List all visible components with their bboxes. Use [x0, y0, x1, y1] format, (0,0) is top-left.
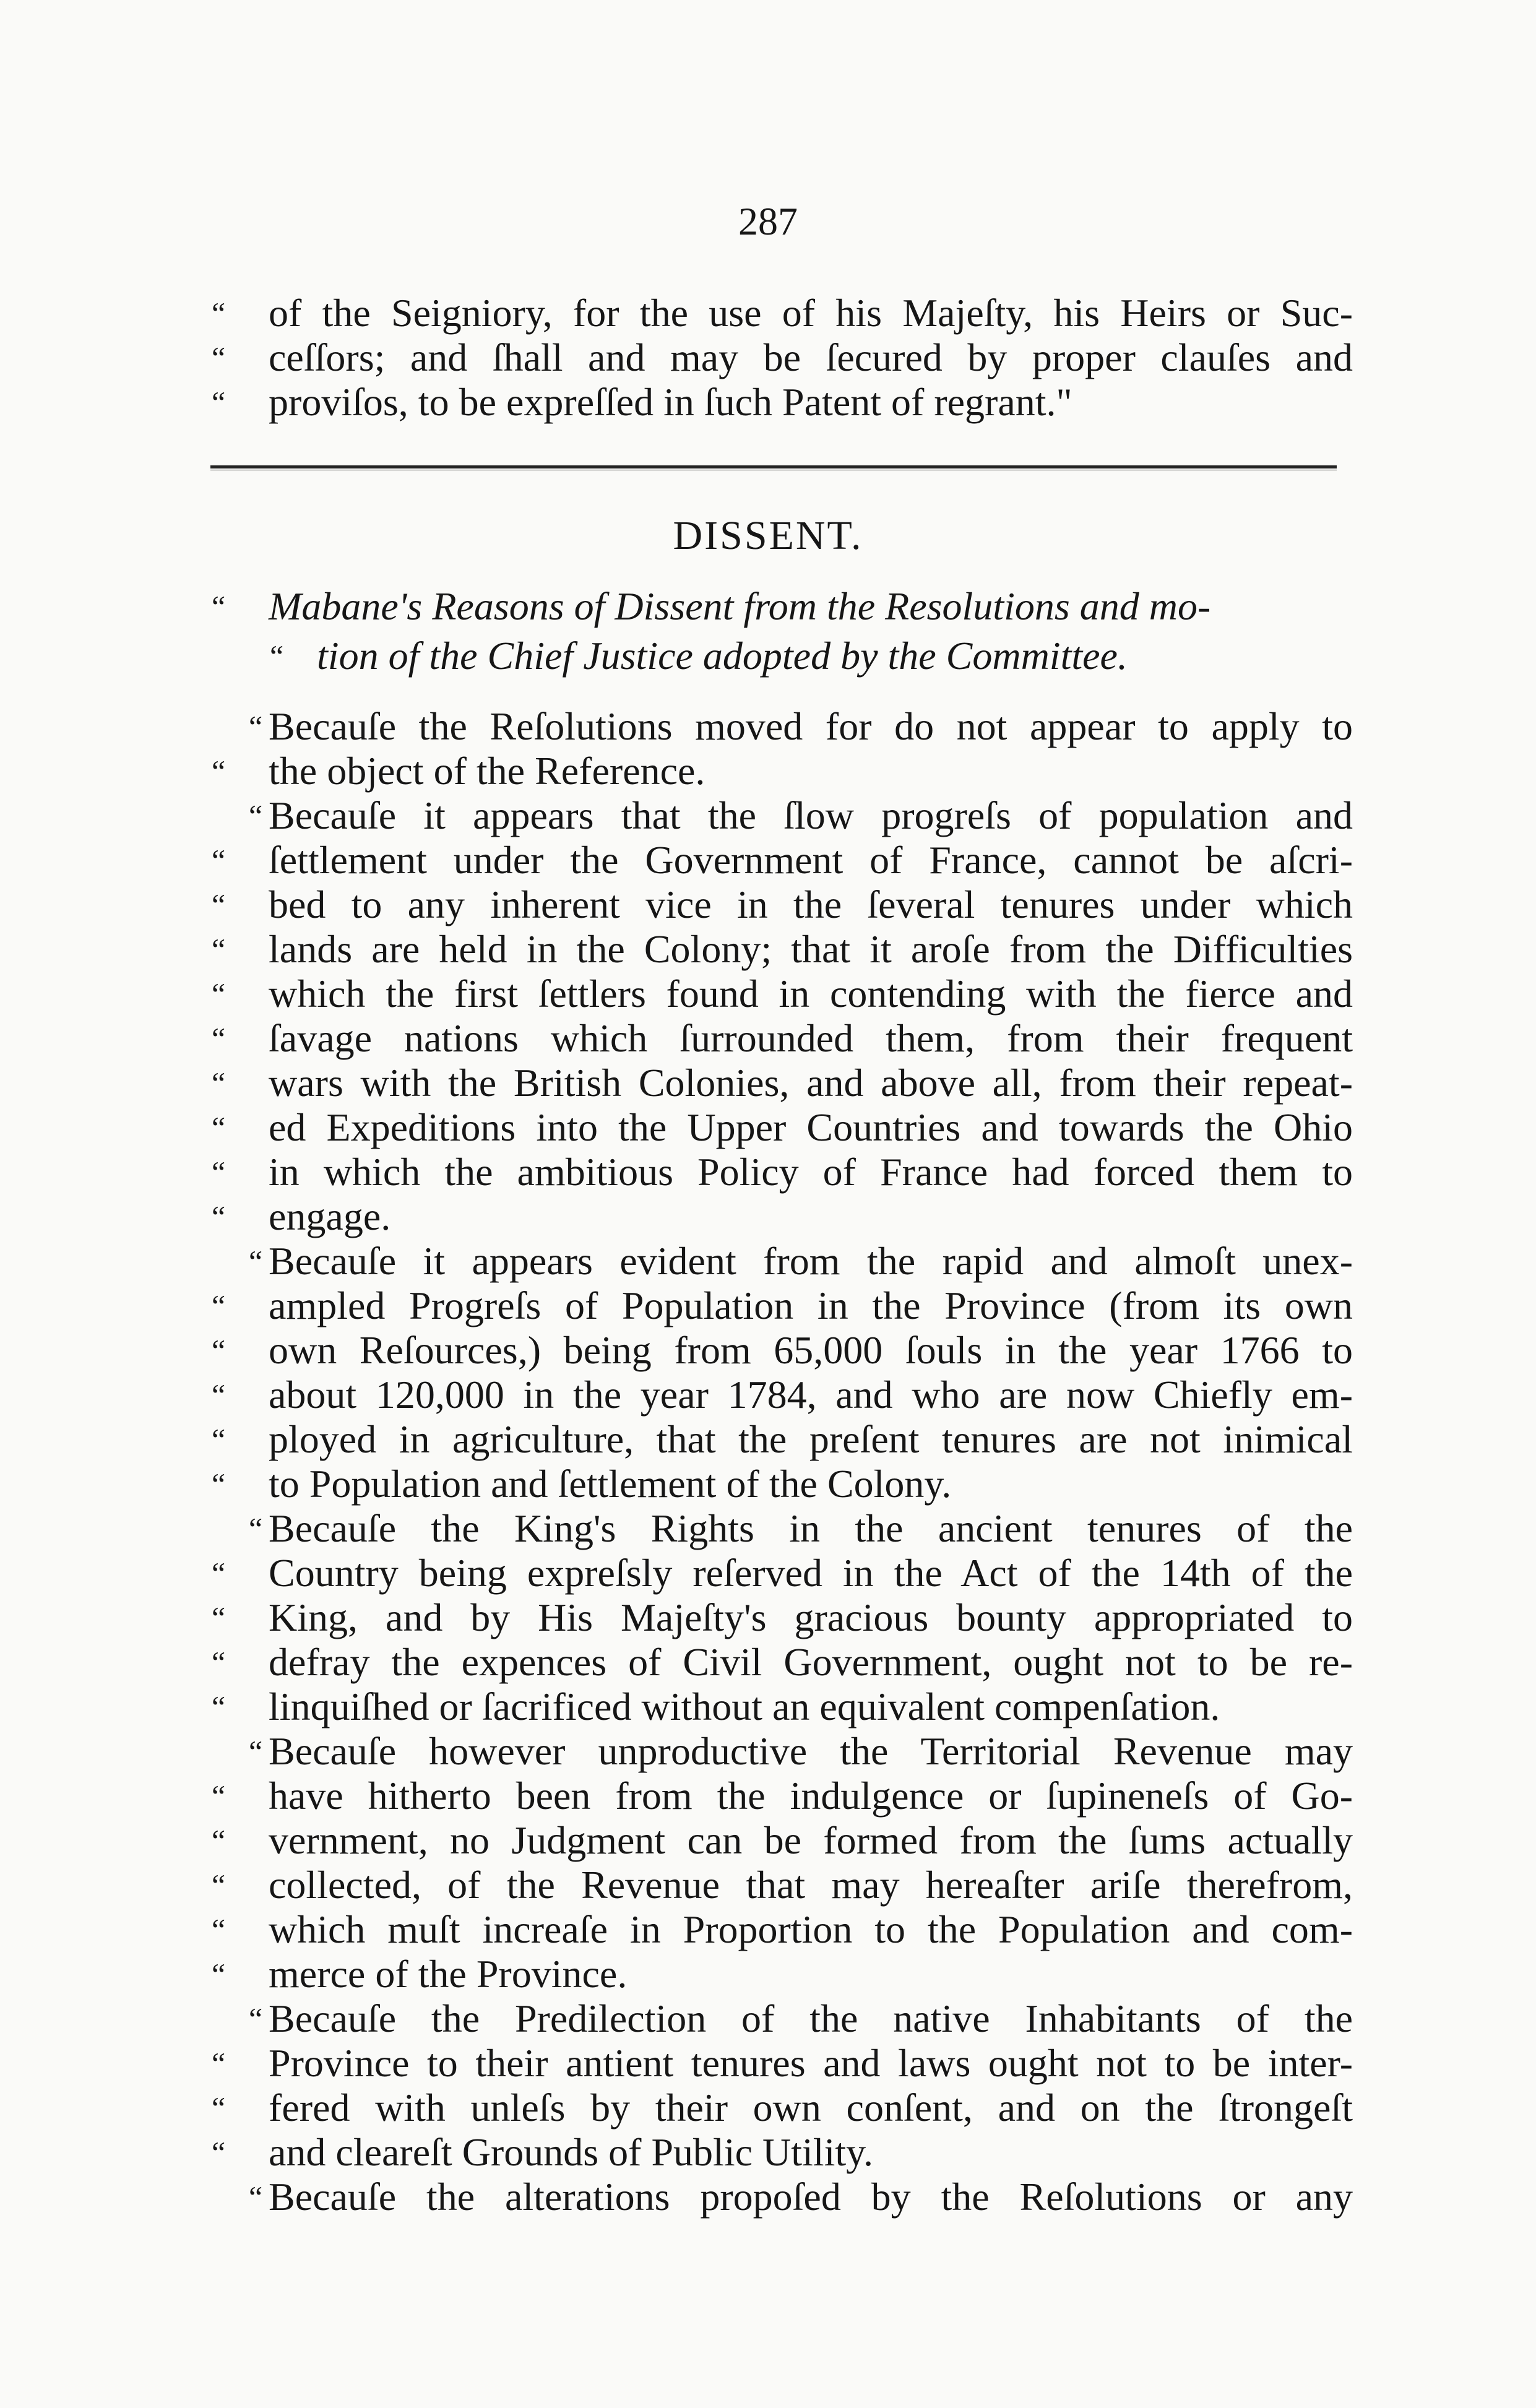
body-line: “ Becauſe the alterations propoſed by the Reſolutions or any — [249, 2175, 1353, 2219]
quote-mark: “ — [212, 1868, 226, 1902]
body-line: “ own Reſources,) being from 65,000 ſouls in the year 1766 to — [212, 1328, 1353, 1372]
quote-mark: “ — [249, 1734, 263, 1769]
quote-mark: “ — [212, 1066, 226, 1100]
quote-mark: “ — [212, 1912, 226, 1947]
body-line: “ about 120,000 in the year 1784, and who are now Chiefly em- — [212, 1373, 1353, 1417]
body-line: “ Becauſe it appears evident from the rapid and almoſt unex- — [249, 1239, 1353, 1283]
body-line: “ Becauſe the King's Rights in the ancient tenures of the — [249, 1506, 1353, 1550]
quote-mark: “ — [212, 1467, 226, 1501]
quote-mark: “ — [212, 1378, 226, 1412]
quote-mark: “ — [212, 1333, 226, 1368]
dissent-title — [202, 582, 1353, 681]
quote-mark: “ — [212, 385, 226, 420]
quote-mark: “ — [249, 1244, 263, 1279]
body-line: “ lands are held in the Colony; that it aroſe from the Difficulties — [212, 927, 1353, 971]
body-line: “ collected, of the Revenue that may hereaſter ariſe therefrom, — [212, 1863, 1353, 1907]
quote-mark: “ — [212, 754, 226, 788]
body-line: “ Province to their antient tenures and laws ought not to be inter- — [212, 2041, 1353, 2085]
body-line: “ ſavage nations which ſurrounded them, from their frequent — [212, 1016, 1353, 1060]
quote-mark: “ — [212, 589, 226, 624]
intro-line: “ proviſos, to be expreſſed in ſuch Patent of regrant." — [212, 380, 1072, 424]
quote-mark: “ — [212, 2046, 226, 2081]
quote-mark: “ — [212, 1021, 226, 1056]
body-line: “ linquiſhed or ſacrificed without an equivalent compenſation. — [212, 1685, 1220, 1728]
body-line: “ vernment, no Judgment can be formed from the ſums actually — [212, 1818, 1353, 1862]
body-line: “ engage. — [212, 1194, 391, 1238]
quote-mark: “ — [212, 1779, 226, 1813]
quote-mark: “ — [249, 709, 263, 744]
body-line: “ Country being expreſsly reſerved in the Act of the 14th of the — [212, 1551, 1353, 1595]
quote-mark: “ — [212, 932, 226, 967]
quote-mark: “ — [212, 1422, 226, 1457]
body-line: “ Becauſe however unproductive the Territorial Revenue may — [249, 1729, 1353, 1773]
quote-mark: “ — [212, 1823, 226, 1858]
quote-mark: “ — [249, 798, 263, 833]
body-line: “ ampled Progreſs of Population in the Province (from its own — [212, 1284, 1353, 1327]
body-line: “ King, and by His Majeſty's gracious bounty appropriated to — [212, 1595, 1353, 1639]
body-line: “ to Population and ſettlement of the Colony. — [212, 1462, 952, 1506]
quote-mark: “ — [212, 1155, 226, 1189]
quote-mark: “ — [212, 296, 226, 330]
page-number: 287 — [738, 199, 798, 243]
quote-mark: “ — [249, 1511, 263, 1546]
quote-mark: “ — [212, 2091, 226, 2125]
title-line: “ Mabane's Reasons of Dissent from the Resolutions and mo- — [202, 582, 1353, 631]
body-line: “ fered with unleſs by their own conſent, and on the ſtrongeſt — [212, 2086, 1353, 2130]
quote-mark: “ — [249, 2001, 263, 2036]
body-line: “ which muſt increaſe in Proportion to the Population and com- — [212, 1907, 1353, 1951]
intro-paragraph — [202, 291, 1353, 425]
body-line: “ defray the expences of Civil Government, ought not to be re- — [212, 1640, 1353, 1684]
section-divider — [210, 465, 1337, 470]
intro-line: “ of the Seigniory, for the use of his Majeſty, his Heirs or Suc- — [212, 291, 1353, 335]
body-line: “ which the first ſettlers found in contending with the fierce and — [212, 972, 1353, 1016]
body-line: “ the object of the Reference. — [212, 749, 705, 793]
body-line: “ Becauſe the Predilection of the native Inhabitants of the — [249, 1996, 1353, 2040]
quote-mark: “ — [212, 887, 226, 922]
quote-mark: “ — [212, 1600, 226, 1635]
body-line: “ have hitherto been from the indulgence or ſupineneſs of Go- — [212, 1774, 1353, 1818]
body-line: “ Becauſe it appears that the ſlow progreſs of population and — [249, 793, 1353, 837]
quote-mark: “ — [212, 1110, 226, 1145]
body-line: “ ed Expeditions into the Upper Countries and towards the Ohio — [212, 1105, 1353, 1149]
intro-line: “ ceſſors; and ſhall and may be ſecured by proper clauſes and — [212, 335, 1353, 379]
quote-mark: “ — [212, 843, 226, 878]
quote-mark: “ — [270, 639, 284, 673]
title-line: “ tion of the Chief Justice adopted by the Committee. — [202, 631, 1353, 681]
quote-mark: “ — [212, 1689, 226, 1724]
quote-mark: “ — [212, 977, 226, 1011]
quote-mark: “ — [212, 2135, 226, 2170]
quote-mark: “ — [212, 1957, 226, 1992]
dissent-body — [202, 704, 1353, 2219]
body-line: “ wars with the British Colonies, and above all, from their repeat- — [212, 1061, 1353, 1105]
body-line: “ bed to any inherent vice in the ſeveral tenures under which — [212, 883, 1353, 926]
body-line: “ merce of the Province. — [212, 1952, 628, 1996]
quote-mark: “ — [249, 2180, 263, 2214]
section-heading: DISSENT. — [673, 513, 863, 558]
quote-mark: “ — [212, 340, 226, 375]
quote-mark: “ — [212, 1645, 226, 1680]
quote-mark: “ — [212, 1288, 226, 1323]
body-line: “ ſettlement under the Government of France, cannot be aſcri- — [212, 838, 1353, 882]
body-line: “ ployed in agriculture, that the preſent tenures are not inimical — [212, 1417, 1353, 1461]
body-line: “ in which the ambitious Policy of France had forced them to — [212, 1150, 1353, 1194]
quote-mark: “ — [212, 1556, 226, 1590]
body-line: “ Becauſe the Reſolutions moved for do not appear to apply to — [249, 704, 1353, 748]
quote-mark: “ — [212, 1199, 226, 1234]
body-line: “ and cleareſt Grounds of Public Utility. — [212, 2130, 873, 2174]
